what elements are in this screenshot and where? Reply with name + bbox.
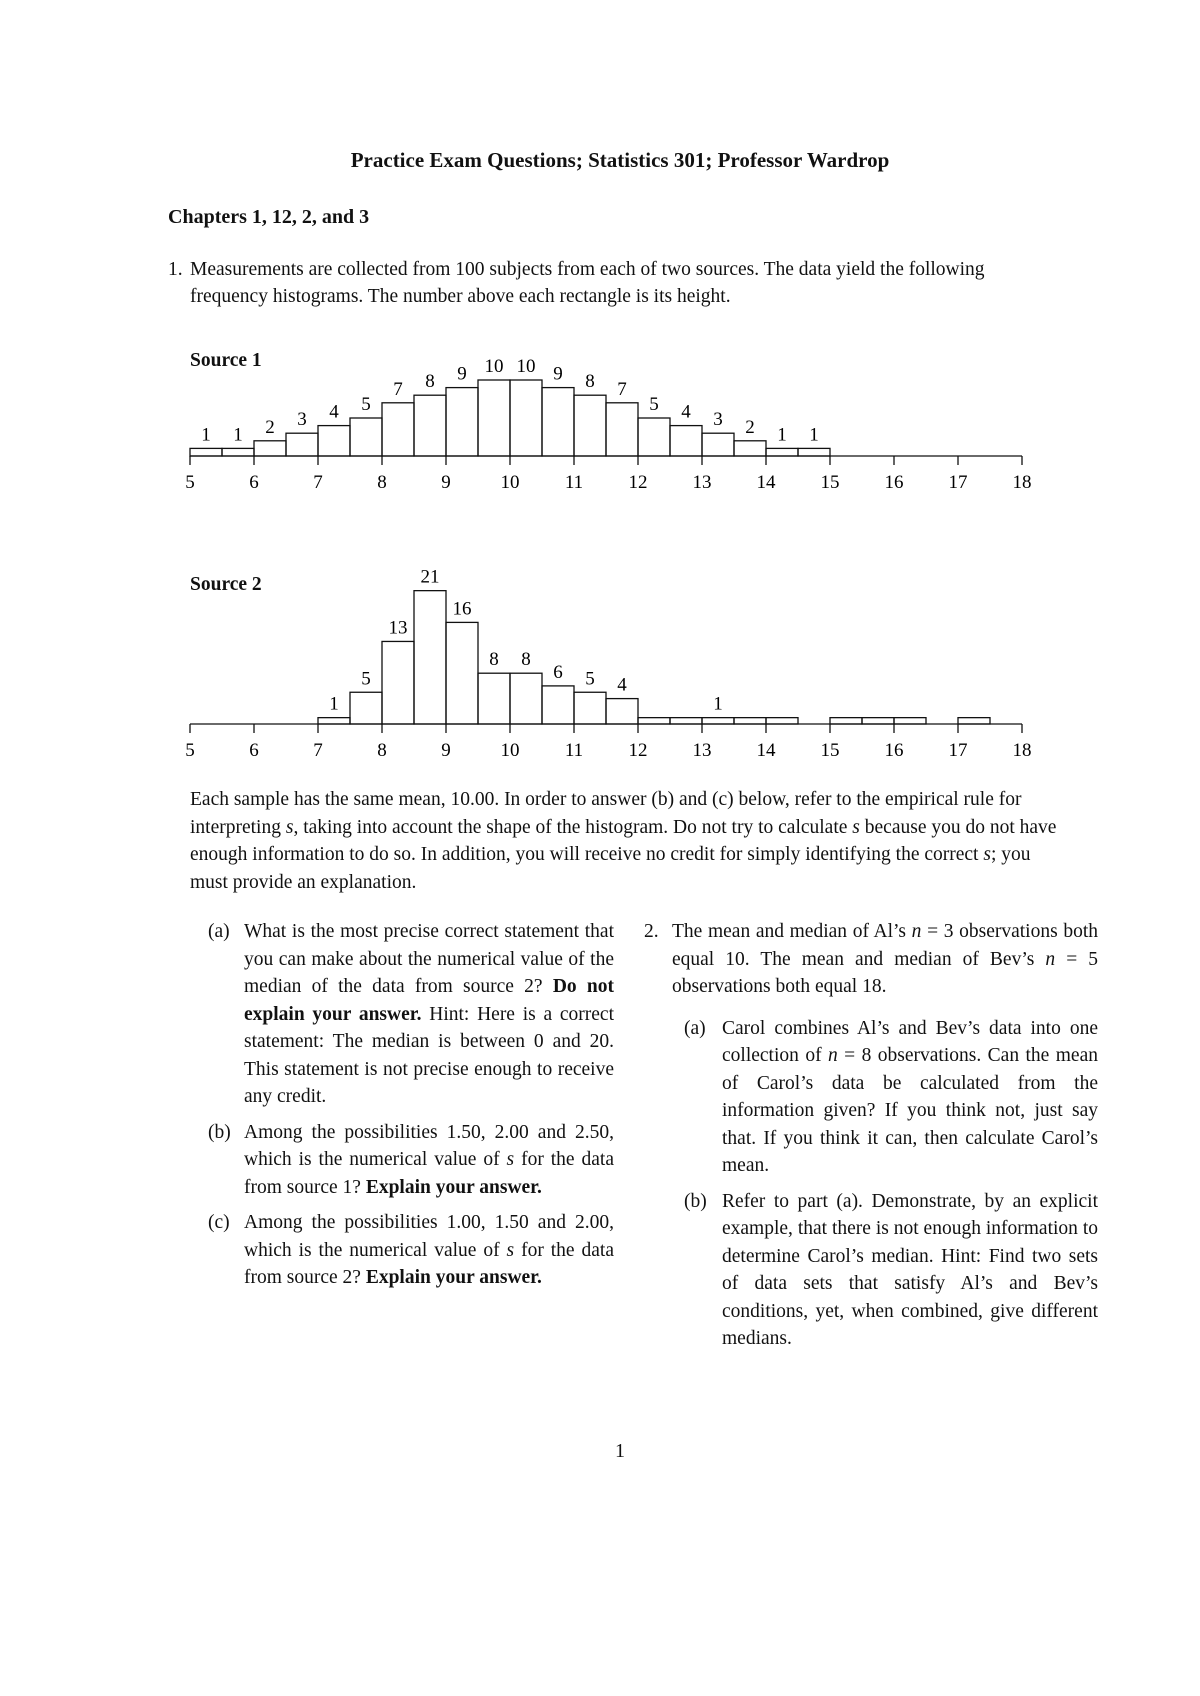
item-text: The mean and median of Al’s [672, 921, 912, 942]
bar-value-label: 9 [457, 363, 467, 385]
bar-value-label: 1 [201, 424, 211, 446]
question-text: Measurements are collected from 100 subjects from each of two sources. The data yield the following frequency histograms. The number above each rectangle is its height. [190, 259, 985, 307]
source-1-label: Source 1 [190, 350, 262, 371]
bar-value-label: 8 [585, 371, 595, 393]
item-text: for the data from source 1? [244, 1149, 614, 1198]
histogram-bar [894, 718, 926, 724]
left-column [208, 918, 614, 1300]
item-bold: Do not explain your answer. [244, 976, 614, 1025]
histogram-bar [862, 718, 894, 724]
bar-value-label: 7 [393, 378, 403, 400]
bar-value-label: 4 [617, 674, 627, 696]
bar-value-label: 10 [484, 356, 504, 377]
x-tick-label: 11 [564, 472, 584, 493]
histogram-bar [766, 448, 798, 456]
question-2b [644, 1188, 1098, 1353]
histogram-bar [766, 718, 798, 724]
x-tick-label: 18 [1012, 740, 1032, 761]
item-bold: Explain your answer. [365, 1267, 542, 1288]
bar-value-label: 5 [361, 668, 371, 690]
histogram-bar [798, 448, 830, 456]
x-tick-label: 18 [1012, 472, 1032, 493]
histogram-bar [382, 641, 414, 724]
item-text: Among the possibilities 1.00, 1.50 and 2.00, which is the numerical value of [244, 1212, 614, 1261]
histogram-bar [734, 718, 766, 724]
histogram-1-bars [185, 356, 1031, 493]
histogram-bar [702, 433, 734, 456]
x-tick-label: 16 [884, 472, 904, 493]
histogram-bar [670, 718, 702, 724]
symbol-n: n [911, 921, 922, 942]
bar-value-label: 1 [777, 424, 787, 446]
histogram-source-1 [0, 0, 1200, 520]
histogram-bar [574, 395, 606, 456]
histogram-bar [222, 448, 254, 456]
x-tick-label: 8 [377, 740, 387, 761]
histogram-bar [830, 718, 862, 724]
histogram-bar [350, 418, 382, 456]
bar-value-label: 8 [489, 649, 499, 671]
x-tick-label: 10 [500, 740, 520, 761]
x-tick-label: 11 [564, 740, 584, 761]
symbol-s: s [285, 816, 294, 838]
x-tick-label: 6 [249, 472, 259, 493]
x-tick-label: 16 [884, 740, 904, 761]
item-text: Among the possibilities 1.50, 2.00 and 2.50, which is the numerical value of [244, 1121, 614, 1170]
para-text-4: ; you must provide an explanation. [190, 844, 1031, 893]
question-2 [644, 918, 1098, 1001]
item-text: = 8 observations. Can the mean of Carol’s data be calculated from the information given? If you think not, just say that. If you think it can, then calculate Carol’s mean. [722, 1045, 1098, 1176]
bar-value-label: 1 [713, 693, 723, 715]
histogram-bar [670, 426, 702, 456]
histogram-bar [734, 441, 766, 456]
histogram-bar [446, 388, 478, 456]
x-tick-label: 17 [948, 740, 968, 761]
histogram-bar [638, 418, 670, 456]
page-title: Practice Exam Questions; Statistics 301; Professor Wardrop [350, 148, 890, 172]
histogram-bar [958, 718, 990, 724]
x-tick-label: 9 [441, 472, 451, 493]
bar-value-label: 8 [521, 649, 531, 671]
question-number: 2. [644, 921, 659, 942]
item-label: (a) [684, 1017, 706, 1039]
para-text-1: Each sample has the same mean, 10.00. In order to answer (b) and (c) below, refer to the empirical rule for interpreting [190, 789, 1022, 838]
histogram-bar [254, 441, 286, 456]
bar-value-label: 3 [297, 409, 307, 431]
item-label: (c) [208, 1212, 230, 1233]
bar-value-label: 13 [388, 617, 408, 639]
x-tick-label: 15 [820, 472, 840, 493]
item-text: Carol combines Al’s and Bev’s data into one collection of [722, 1017, 1098, 1066]
x-tick-label: 5 [185, 472, 195, 493]
symbol-s: s [983, 844, 991, 865]
bar-value-label: 6 [553, 661, 563, 683]
x-tick-label: 14 [756, 740, 776, 761]
x-tick-label: 13 [692, 472, 712, 493]
bar-value-label: 1 [233, 424, 243, 446]
bar-value-label: 10 [516, 356, 536, 377]
bar-value-label: 8 [425, 371, 435, 393]
question-number: 1. [168, 259, 183, 280]
bar-value-label: 1 [329, 693, 339, 715]
histogram-source-2 [0, 520, 1200, 780]
bar-value-label: 4 [329, 401, 339, 423]
bar-value-label: 2 [745, 416, 755, 438]
symbol-s: s [506, 1239, 515, 1261]
instructions-paragraph [190, 786, 1070, 896]
histogram-bar [574, 692, 606, 724]
symbol-s: s [506, 1149, 515, 1170]
histogram-bar [414, 591, 446, 724]
histogram-bar [478, 380, 510, 456]
histogram-bar [478, 673, 510, 724]
x-tick-label: 17 [948, 472, 968, 493]
histogram-2-bars [185, 567, 1031, 761]
question-1c [208, 1209, 614, 1292]
bar-value-label: 5 [649, 394, 659, 415]
x-tick-label: 13 [692, 740, 712, 761]
item-label: (b) [208, 1121, 231, 1143]
histogram-bar [606, 699, 638, 724]
histogram-bar [350, 692, 382, 724]
item-label: (b) [684, 1190, 707, 1212]
bar-value-label: 16 [452, 598, 472, 620]
histogram-bar [638, 718, 670, 724]
histogram-bar [190, 448, 222, 456]
histogram-bar [318, 718, 350, 724]
item-text: for the data from source 2? [244, 1239, 614, 1288]
histogram-bar [542, 686, 574, 724]
histogram-bar [414, 395, 446, 456]
x-tick-label: 9 [441, 740, 451, 761]
chapters-heading: Chapters 1, 12, 2, and 3 [168, 206, 370, 228]
item-label: (a) [208, 921, 230, 942]
x-tick-label: 10 [500, 472, 520, 493]
histogram-bar [446, 622, 478, 724]
bar-value-label: 9 [553, 363, 563, 385]
para-text-2: , taking into account the shape of the histogram. Do not try to calculate [293, 816, 853, 838]
x-tick-label: 14 [756, 472, 776, 493]
item-hint: Hint: Here is a correct statement: The median is between 0 and 20. This statement is not precise enough to receive any credit. [244, 1003, 614, 1107]
histogram-bar [286, 433, 318, 456]
x-tick-label: 12 [628, 740, 648, 761]
bar-value-label: 5 [361, 394, 371, 415]
question-1a [208, 918, 614, 1111]
histogram-bar [382, 403, 414, 456]
para-text-3: because you do not have enough information to do so. In addition, you will receive no credit for simply identifying the correct [190, 816, 1057, 865]
x-tick-label: 7 [313, 740, 323, 761]
right-column [644, 918, 1098, 1361]
x-tick-label: 8 [377, 472, 387, 493]
x-tick-label: 5 [185, 740, 195, 761]
item-text: = 5 observations both equal 18. [672, 948, 1099, 997]
bar-value-label: 1 [809, 424, 819, 446]
item-text: = 3 observations both equal 10. The mean and median of Bev’s [672, 921, 1098, 970]
item-text: Refer to part (a). Demonstrate, by an explicit example, that there is not enough information to determine Carol’s median. Hint: Find two sets of data sets that satisfy Al’s and Bev’s conditions, yet, when combined, give different medians. [722, 1190, 1098, 1349]
histogram-bar [542, 388, 574, 456]
x-tick-label: 7 [313, 472, 323, 493]
question-2a [644, 1015, 1098, 1180]
histogram-bar [510, 380, 542, 456]
item-text: What is the most precise correct statement that you can make about the numerical value of the median of the data from source 2? [244, 921, 614, 997]
item-bold: Explain your answer. [365, 1176, 542, 1198]
bar-value-label: 2 [265, 416, 275, 438]
x-tick-label: 15 [820, 740, 840, 761]
bar-value-label: 4 [681, 401, 691, 423]
symbol-s: s [852, 816, 860, 838]
histogram-bar [606, 403, 638, 456]
x-tick-label: 12 [628, 472, 648, 493]
page-number: 1 [615, 1440, 625, 1462]
histogram-bar [510, 673, 542, 724]
bar-value-label: 21 [420, 566, 440, 588]
source-2-label: Source 2 [190, 574, 262, 595]
bar-value-label: 7 [617, 378, 627, 400]
symbol-n: n [828, 1045, 838, 1066]
symbol-n: n [1045, 948, 1056, 970]
x-tick-label: 6 [249, 740, 259, 761]
bar-value-label: 5 [585, 668, 595, 690]
histogram-bar [702, 718, 734, 724]
bar-value-label: 3 [713, 409, 723, 431]
histogram-bar [318, 426, 350, 456]
question-1b [208, 1119, 614, 1202]
